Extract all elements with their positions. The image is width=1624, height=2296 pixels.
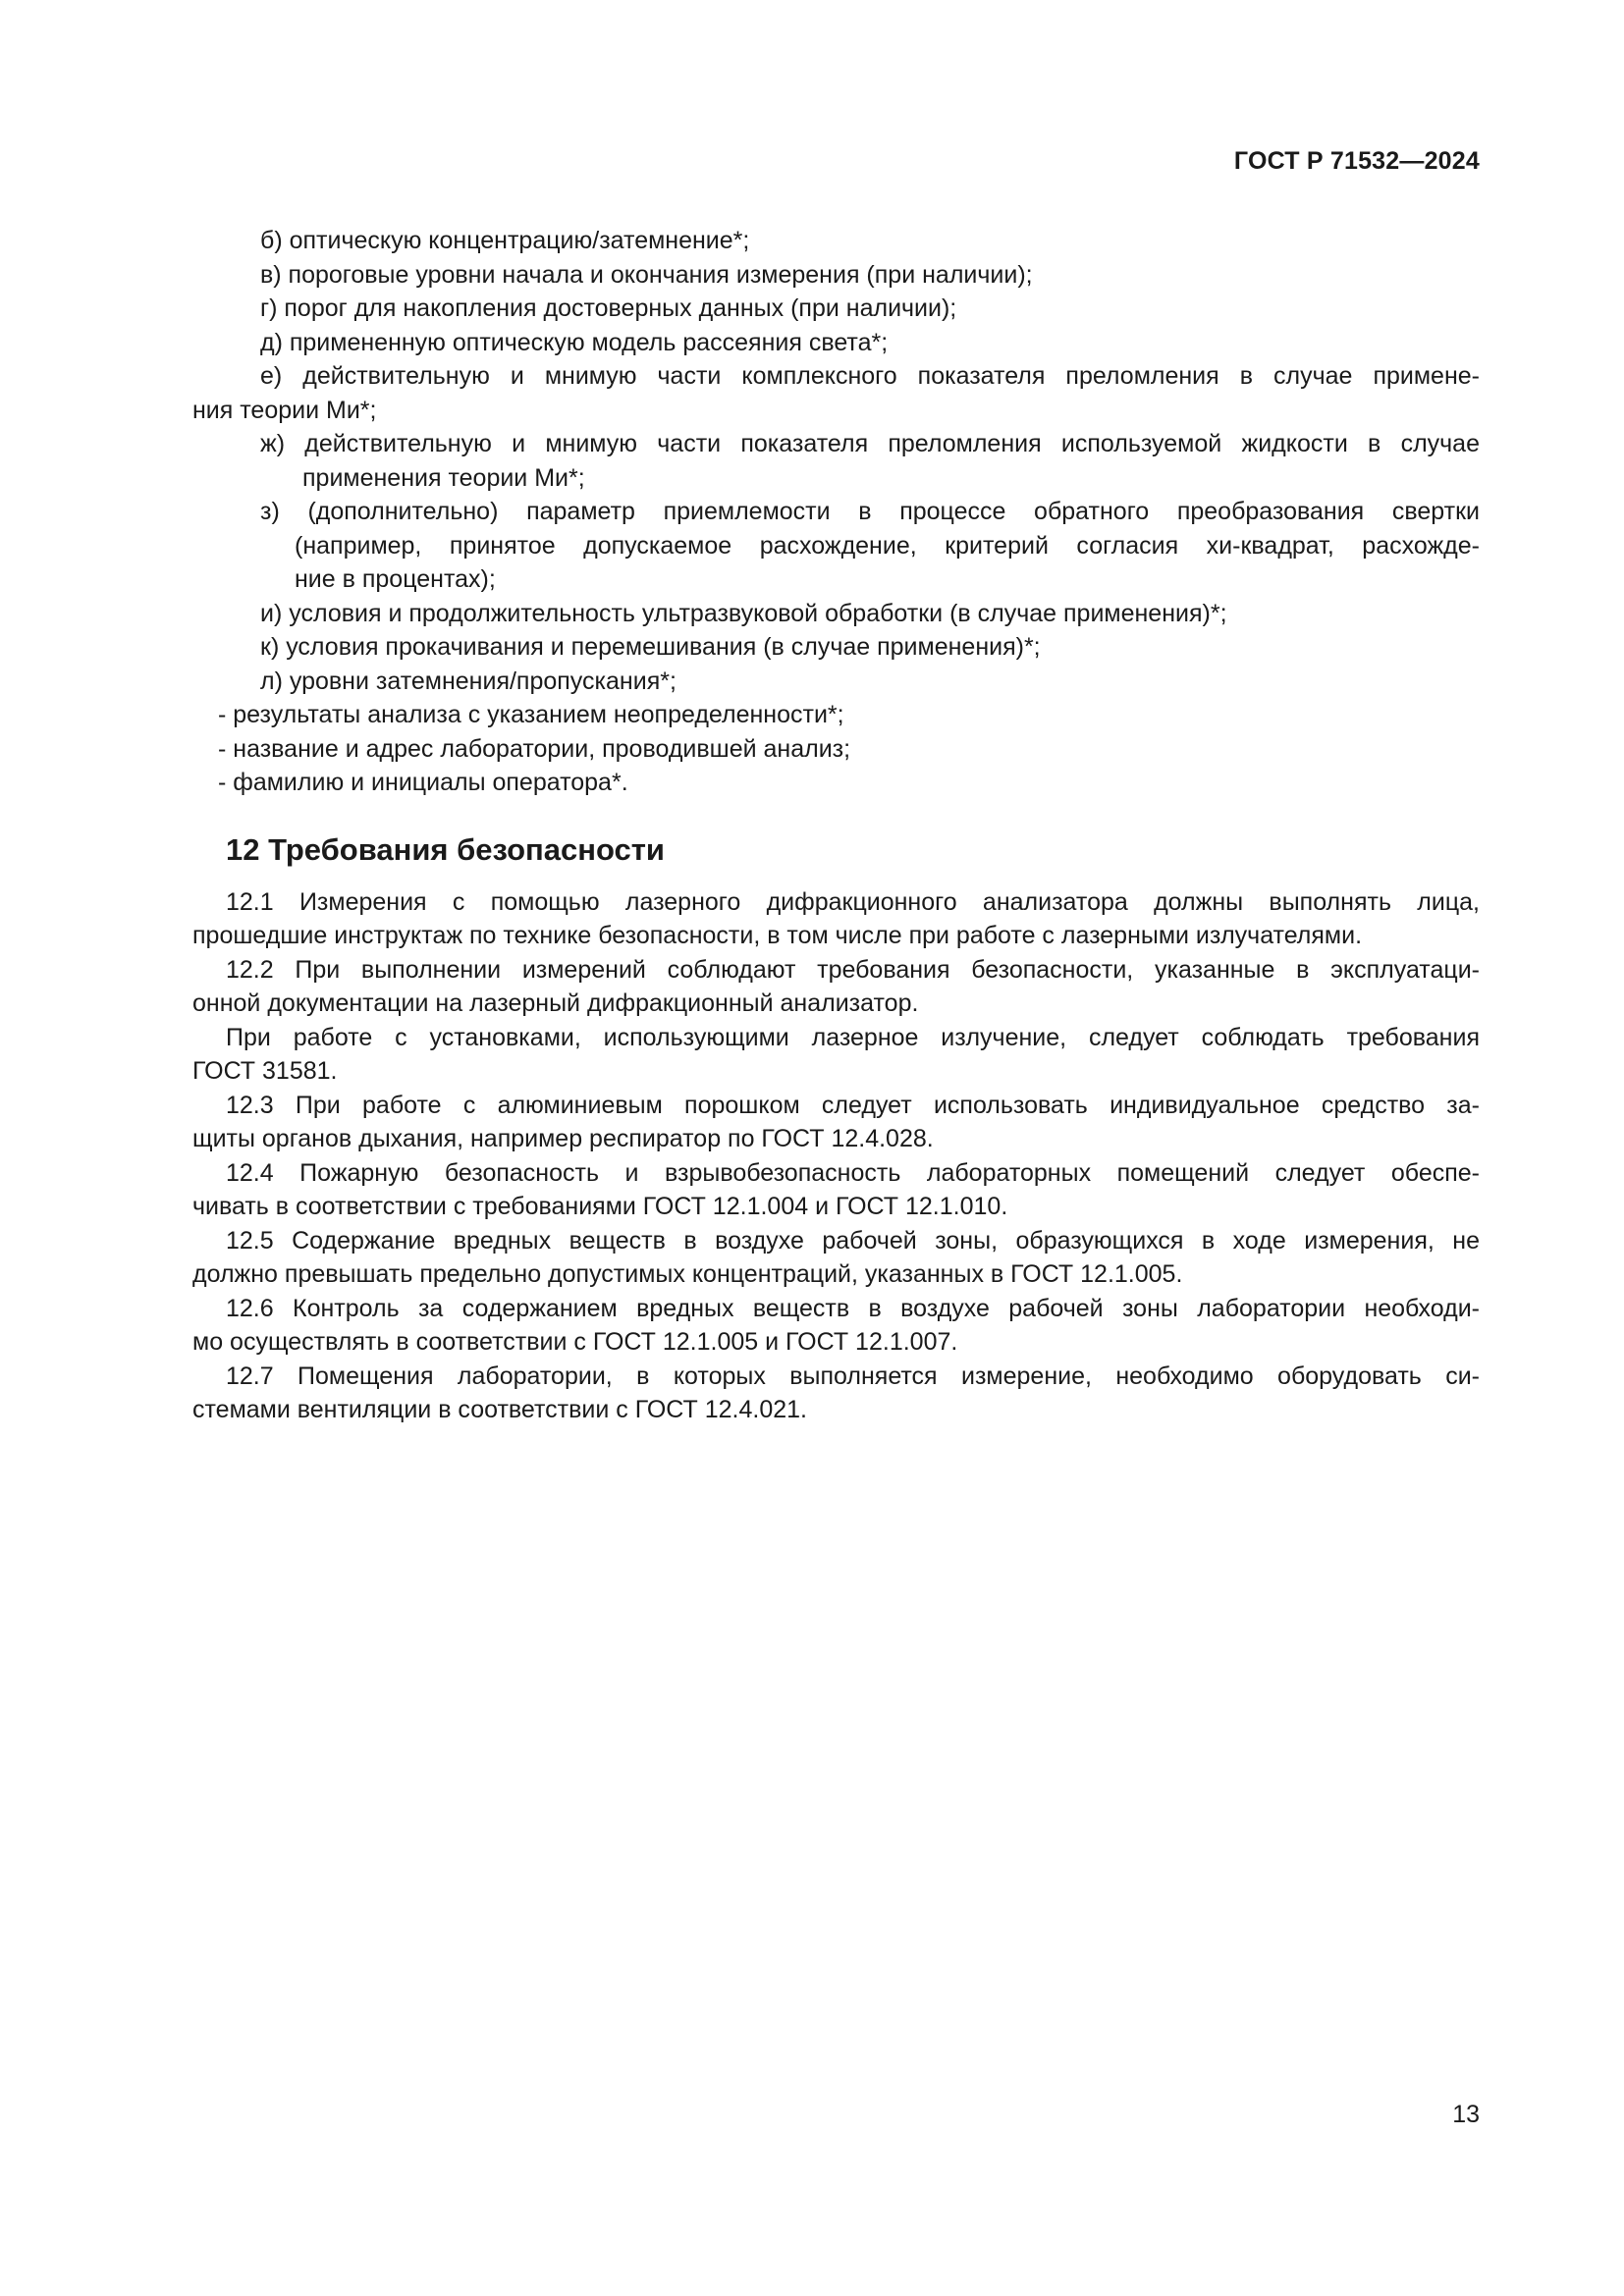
- page-content: [192, 224, 1480, 1427]
- list-item: и) условия и продолжительность ультразвуковой обработки (в случае применения)*;: [260, 599, 1227, 627]
- list-item: з) (дополнительно) параметр приемлемости в процессе обратного преобразования свертки: [260, 498, 1480, 525]
- list-item-continuation: ние в процентах);: [295, 565, 496, 593]
- dash-item: - фамилию и инициалы оператора*.: [218, 769, 628, 796]
- paragraph-line: 12.5 Содержание вредных веществ в воздухе рабочей зоны, образующихся в ходе измерения, не: [226, 1226, 1480, 1255]
- paragraph-line: чивать в соответствии с требованиями ГОСТ 12.1.004 и ГОСТ 12.1.010.: [192, 1193, 1008, 1220]
- dash-item: - название и адрес лаборатории, проводившей анализ;: [218, 734, 851, 763]
- paragraph-line: 12.7 Помещения лаборатории, в которых выполняется измерение, необходимо оборудовать си-: [226, 1362, 1480, 1390]
- paragraph-line: 12.3 При работе с алюминиевым порошком следует использовать индивидуальное средство за-: [226, 1091, 1480, 1119]
- page-number: 13: [1452, 2101, 1480, 2128]
- paragraph-line: 12.1 Измерения с помощью лазерного дифракционного анализатора должны выполнять лица,: [226, 887, 1480, 916]
- list-item-continuation: ния теории Ми*;: [192, 396, 377, 424]
- paragraph-line: 12.2 При выполнении измерений соблюдают требования безопасности, указанные в эксплуатаци-: [226, 955, 1480, 984]
- list-item: е) действительную и мнимую части комплексного показателя преломления в случае примене-: [260, 362, 1480, 390]
- paragraph-line: 12.6 Контроль за содержанием вредных веществ в воздухе рабочей зоны лаборатории необходи-: [226, 1294, 1480, 1322]
- document-code: ГОСТ Р 71532—2024: [1233, 147, 1480, 175]
- paragraph-line: При работе с установками, использующими лазерное излучение, следует соблюдать требования: [226, 1023, 1480, 1051]
- list-item-continuation: (например, принятое допускаемое расхождение, критерий согласия хи-квадрат, расхожде-: [295, 531, 1480, 560]
- list-item: д) примененную оптическую модель рассеяния света*;: [260, 328, 889, 356]
- list-item: к) условия прокачивания и перемешивания (в случае применения)*;: [260, 633, 1041, 661]
- dash-item: - результаты анализа с указанием неопределенности*;: [218, 701, 844, 728]
- list-item: г) порог для накопления достоверных данных (при наличии);: [260, 294, 957, 322]
- list-item: в) пороговые уровни начала и окончания измерения (при наличии);: [260, 260, 1033, 289]
- paragraph-line: ГОСТ 31581.: [192, 1057, 338, 1085]
- paragraph-line: прошедшие инструктаж по технике безопасности, в том числе при работе с лазерными излучателями.: [192, 922, 1363, 949]
- paragraph-line: щиты органов дыхания, например респиратор по ГОСТ 12.4.028.: [192, 1125, 934, 1152]
- list-item: ж) действительную и мнимую части показателя преломления используемой жидкости в случае: [260, 430, 1480, 457]
- paragraph-line: мо осуществлять в соответствии с ГОСТ 12.1.005 и ГОСТ 12.1.007.: [192, 1328, 958, 1356]
- paragraph-line: онной документации на лазерный дифракционный анализатор.: [192, 989, 919, 1017]
- section-heading: 12 Требования безопасности: [226, 831, 665, 867]
- list-item-continuation: применения теории Ми*;: [302, 463, 585, 492]
- paragraph-line: должно превышать предельно допустимых концентраций, указанных в ГОСТ 12.1.005.: [192, 1260, 1183, 1288]
- list-item: л) уровни затемнения/пропускания*;: [260, 667, 677, 695]
- paragraph-line: стемами вентиляции в соответствии с ГОСТ 12.4.021.: [192, 1396, 808, 1423]
- list-item: б) оптическую концентрацию/затемнение*;: [260, 227, 750, 254]
- paragraph-line: 12.4 Пожарную безопасность и взрывобезопасность лабораторных помещений следует обеспе-: [226, 1158, 1480, 1187]
